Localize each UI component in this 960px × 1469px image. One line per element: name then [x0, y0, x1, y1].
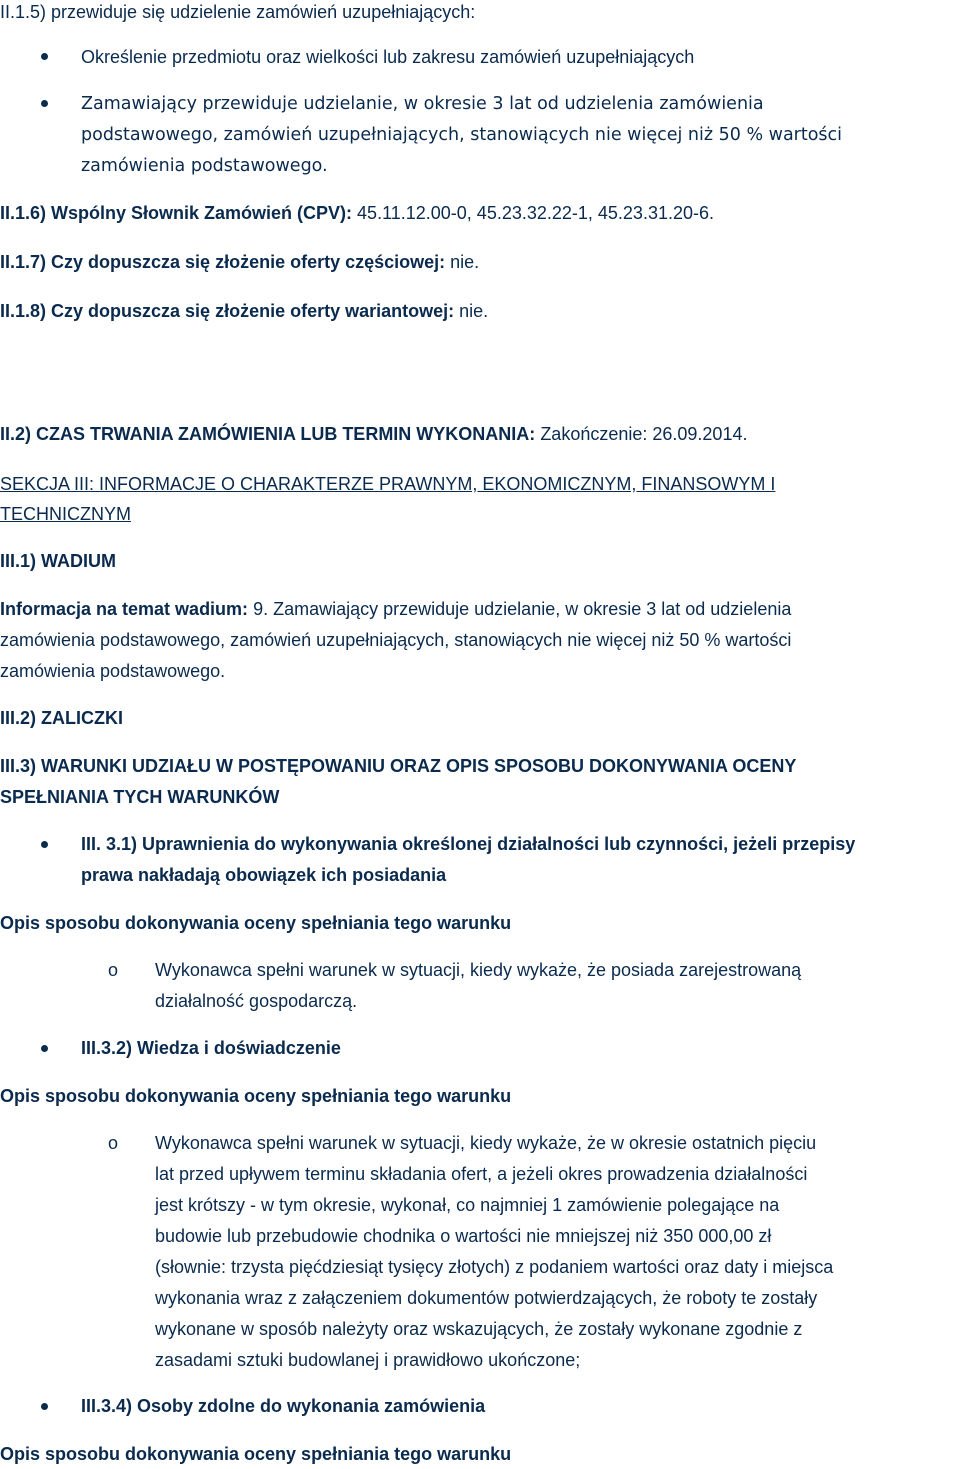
sub-item-line: wykonania wraz z załączeniem dokumentów potwierdzających, że roboty te zostały [155, 1288, 818, 1308]
sub-item-line: zasadami sztuki budowlanej i prawidłowo ukończone; [155, 1350, 581, 1370]
wadium-info-line: zamówienia podstawowego. [0, 661, 226, 681]
assessment-label: Opis sposobu dokonywania oceny spełniania tego warunku [0, 1086, 512, 1106]
partial-offer-row [0, 247, 479, 277]
bullet-icon [41, 100, 48, 107]
sub-item-line: jest krótszy - w tym okresie, wykonał, co najmniej 1 zamówienie polegające na [155, 1195, 780, 1215]
cpv-row [0, 198, 714, 228]
sub-item-line: budowie lub przebudowie chodnika o wartości nie mniejszej niż 350 000,00 zł [155, 1226, 772, 1246]
bullet-item-line: podstawowego, zamówień uzupełniających, stanowiących nie więcej niż 50 % wartości [81, 125, 843, 145]
bullet-icon [41, 53, 48, 60]
bullet-item-line: Zamawiający przewiduje udzielanie, w okresie 3 lat od udzielenia zamówienia [81, 94, 764, 114]
sub-item-line: (słownie: trzysta pięćdziesiąt tysięcy złotych) z podaniem wartości oraz daty i miejsca [155, 1257, 834, 1277]
variant-offer-value: nie. [454, 301, 489, 321]
section-iii-title: SEKCJA III: INFORMACJE O CHARAKTERZE PRAWNYM, EKONOMICZNYM, FINANSOWYM I [0, 474, 776, 494]
wadium-info-line: zamówienia podstawowego, zamówień uzupełniających, stanowiących nie więcej niż 50 % wartości [0, 630, 792, 650]
cpv-value: 45.11.12.00-0, 45.23.32.22-1, 45.23.31.20-6. [352, 203, 714, 223]
sub-item-line: Wykonawca spełni warunek w sytuacji, kiedy wykaże, że posiada zarejestrowaną [155, 960, 802, 980]
condition-3-1-heading: III. 3.1) Uprawnienia do wykonywania określonej działalności lub czynności, jeżeli przepisy [81, 834, 856, 854]
bullet-icon [41, 1045, 48, 1052]
sub-item-line: wykonane w sposób należyty oraz wskazujących, że zostały wykonane zgodnie z [155, 1319, 803, 1339]
sub-item-line: działalność gospodarczą. [155, 991, 358, 1011]
bullet-item-okreslenie: Określenie przedmiotu oraz wielkości lub zakresu zamówień uzupełniających [81, 47, 695, 67]
section-iii-title-cont: TECHNICZNYM [0, 504, 131, 524]
wadium-info-label: Informacja na temat wadium: [0, 599, 249, 619]
bullet-icon [41, 841, 48, 848]
duration-label: II.2) CZAS TRWANIA ZAMÓWIENIA LUB TERMIN WYKONANIA: [0, 424, 536, 444]
assessment-label: Opis sposobu dokonywania oceny spełniania tego warunku [0, 1444, 512, 1464]
variant-offer-row [0, 296, 488, 326]
wadium-heading: III.1) WADIUM [0, 551, 116, 571]
wadium-info-row [0, 594, 791, 624]
condition-3-4-heading: III.3.4) Osoby zdolne do wykonania zamówienia [81, 1396, 486, 1416]
variant-offer-label: II.1.8) Czy dopuszcza się złożenie oferty wariantowej: [0, 301, 455, 321]
bullet-item-line: zamówienia podstawowego. [81, 156, 328, 176]
sub-item-line: lat przed upływem terminu składania ofert, a jeżeli okres prowadzenia działalności [155, 1164, 808, 1184]
assessment-label: Opis sposobu dokonywania oceny spełniania tego warunku [0, 913, 512, 933]
section-heading-ii-1-5: II.1.5) przewiduje się udzielenie zamówień uzupełniających: [0, 2, 476, 22]
wadium-info-text: 9. Zamawiający przewiduje udzielanie, w okresie 3 lat od udzielenia [248, 599, 792, 619]
cpv-label: II.1.6) Wspólny Słownik Zamówień (CPV): [0, 203, 353, 223]
warunki-heading-cont: SPEŁNIANIA TYCH WARUNKÓW [0, 787, 280, 807]
circle-bullet-icon: o [108, 1133, 119, 1153]
bullet-icon [41, 1403, 48, 1410]
condition-3-2-heading: III.3.2) Wiedza i doświadczenie [81, 1038, 341, 1058]
partial-offer-label: II.1.7) Czy dopuszcza się złożenie oferty częściowej: [0, 252, 446, 272]
duration-value: Zakończenie: 26.09.2014. [535, 424, 748, 444]
warunki-heading: III.3) WARUNKI UDZIAŁU W POSTĘPOWANIU ORAZ OPIS SPOSOBU DOKONYWANIA OCENY [0, 756, 797, 776]
duration-row [0, 419, 747, 449]
sub-item-line: Wykonawca spełni warunek w sytuacji, kiedy wykaże, że w okresie ostatnich pięciu [155, 1133, 817, 1153]
condition-3-1-heading-cont: prawa nakładają obowiązek ich posiadania [81, 865, 447, 885]
partial-offer-value: nie. [445, 252, 480, 272]
zaliczki-heading: III.2) ZALICZKI [0, 708, 123, 728]
circle-bullet-icon: o [108, 960, 119, 980]
